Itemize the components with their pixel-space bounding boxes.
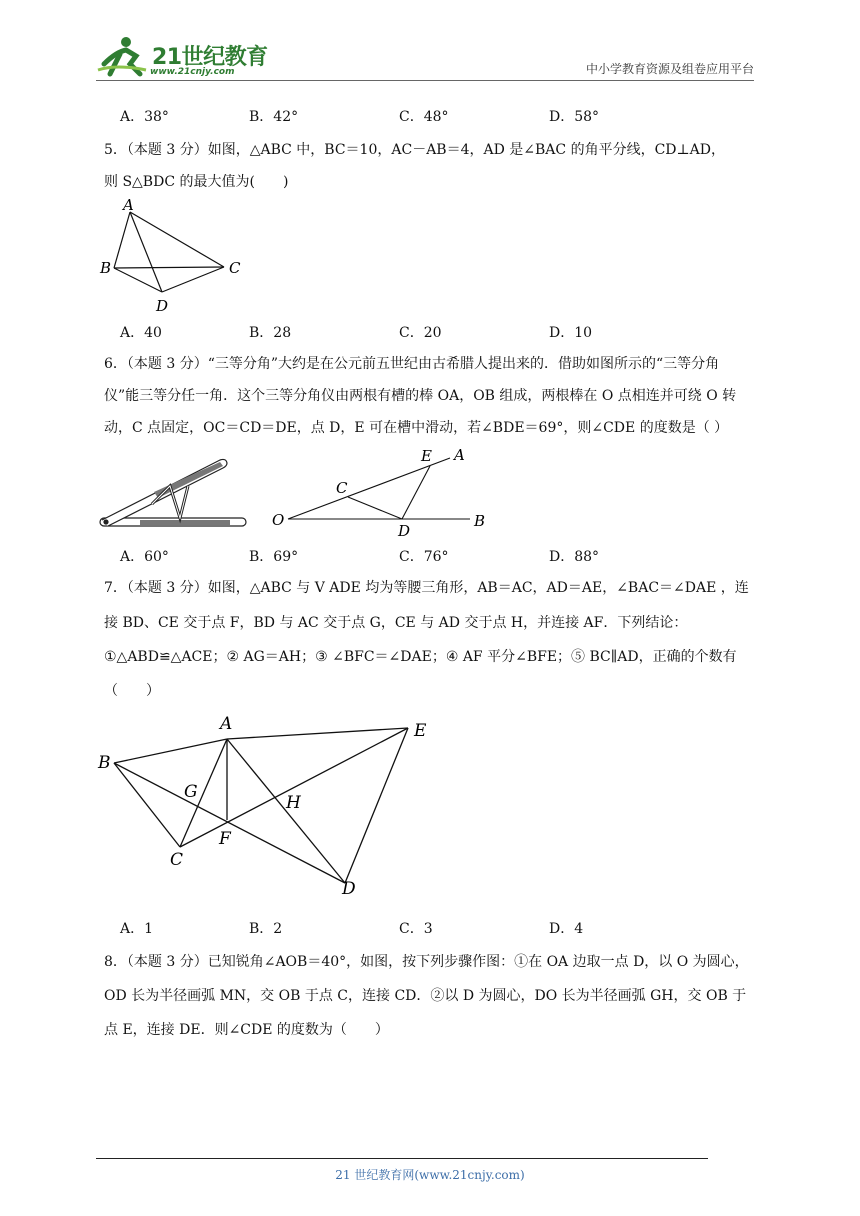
header-platform-name: 中小学教育资源及组卷应用平台	[585, 62, 754, 76]
q5-segment-bd	[114, 268, 162, 292]
q4-option-c: C．48°	[399, 109, 449, 125]
q7-label-g: G	[184, 782, 198, 802]
q5-segment-ab	[114, 212, 130, 268]
q7-label-c: C	[170, 850, 184, 870]
q7-segment-bc	[114, 763, 180, 847]
q7-option-b: B．2	[249, 921, 283, 937]
q7-stem-line4: （ ）	[104, 683, 160, 699]
q7-stem-line1: 7．（本题 3 分）如图，△ABC 与 V ADE 均为等腰三角形，AB＝AC，AD＝AE，∠BAC＝∠DAE ，连	[104, 580, 749, 596]
q6-label-c: C	[336, 479, 348, 497]
q6-option-c: C．76°	[399, 549, 449, 565]
q8-stem-line1: 8．（本题 3 分）已知锐角∠AOB＝40°，如图，按下列步骤作图：①在 OA 边取一点 D，以 O 为圆心，	[104, 954, 749, 970]
q6-option-b: B．69°	[249, 549, 299, 565]
q7-option-d: D．4	[549, 921, 584, 937]
q7-stem-line2: 接 BD、CE 交于点 F，BD 与 AC 交于点 G，CE 与 AD 交于点 H，并连接 AF．下列结论：	[104, 615, 688, 631]
q4-option-a: A．38°	[120, 109, 169, 125]
logo-url: www.21cnjy.com	[150, 67, 235, 77]
q6-angle-figure	[268, 444, 498, 540]
q4-option-b: B．42°	[249, 109, 299, 125]
q7-segment-ce	[180, 728, 408, 847]
q6-label-e: E	[421, 447, 432, 465]
header-divider	[96, 80, 754, 81]
q6-option-d: D．88°	[549, 549, 600, 565]
q5-segment-ad	[130, 212, 162, 292]
q6-stem-line3: 动，C 点固定，OC＝CD＝DE，点 D，E 可在槽中滑动，若∠BDE＝69°，则∠CDE 的度数是（ ）	[104, 420, 729, 436]
q6-ray-oa	[288, 458, 450, 519]
q7-label-f: F	[219, 829, 231, 849]
q5-stem-line1: 5．（本题 3 分）如图，△ABC 中，BC＝10，AC－AB＝4，AD 是∠BAC 的角平分线，CD⊥AD，	[104, 142, 726, 158]
site-logo	[96, 34, 268, 82]
q6-stem-line2: 仪”能三等分任一角．这个三等分角仪由两根有槽的棒 OA，OB 组成，两根棒在 O 点相连并可绕 O 转	[104, 388, 737, 404]
q5-label-d: D	[156, 297, 169, 315]
q7-segment-ab	[114, 739, 227, 763]
q6-stem-line1: 6．（本题 3 分）“三等分角”大约是在公元前五世纪由古希腊人提出来的．借助如图所示的“三等分角	[104, 356, 720, 372]
logo-text: 21世纪教育	[152, 45, 268, 70]
q8-stem-line3: 点 E，连接 DE．则∠CDE 的度数为（ ）	[104, 1022, 389, 1038]
q7-triangles-figure	[92, 708, 442, 904]
q5-segment-ac	[130, 212, 224, 267]
q7-label-e: E	[414, 721, 427, 741]
footer-text: 21 世纪教育网(www.21cnjy.com)	[335, 1168, 525, 1182]
q5-segment-cd	[162, 267, 224, 292]
q6-segment-cd	[348, 497, 402, 519]
q6-option-a: A．60°	[120, 549, 169, 565]
q6-label-a: A	[454, 446, 465, 464]
q5-label-b: B	[100, 259, 112, 277]
q6-label-b: B	[474, 512, 486, 530]
q5-segment-bc	[114, 267, 224, 268]
q7-segment-ae	[227, 728, 408, 739]
q5-option-b: B．28	[249, 325, 292, 341]
q7-segment-bd	[114, 763, 345, 883]
q4-option-d: D．58°	[549, 109, 600, 125]
q5-label-a: A	[123, 196, 134, 214]
q6-label-d: D	[398, 522, 411, 540]
q7-label-h: H	[286, 793, 301, 813]
q5-option-d: D．10	[549, 325, 593, 341]
q7-stem-line3: ①△ABD≌△ACE；② AG＝AH；③ ∠BFC＝∠DAE；④ AF 平分∠BFE；⑤ BC∥AD，正确的个数有	[104, 649, 737, 665]
q7-option-a: A．1	[120, 921, 154, 937]
q5-option-a: A．40	[120, 325, 162, 341]
q7-label-d: D	[342, 879, 356, 899]
footer-divider	[96, 1158, 708, 1159]
q5-option-c: C．20	[399, 325, 442, 341]
q7-label-b: B	[98, 753, 111, 773]
q5-triangle-figure	[96, 196, 256, 318]
q7-option-c: C．3	[399, 921, 433, 937]
q5-stem-line2: 则 S△BDC 的最大值为( )	[104, 174, 289, 190]
q5-label-c: C	[229, 259, 241, 277]
q6-label-o: O	[272, 511, 285, 529]
q8-stem-line2: OD 长为半径画弧 MN，交 OB 于点 C，连接 CD．②以 D 为圆心，DO 长为半径画弧 GH，交 OB 于	[104, 988, 747, 1004]
runner-logo-icon	[96, 34, 152, 78]
q6-trisector-device-image	[96, 452, 256, 536]
q7-label-a: A	[220, 714, 233, 734]
q7-segment-de	[345, 728, 408, 883]
